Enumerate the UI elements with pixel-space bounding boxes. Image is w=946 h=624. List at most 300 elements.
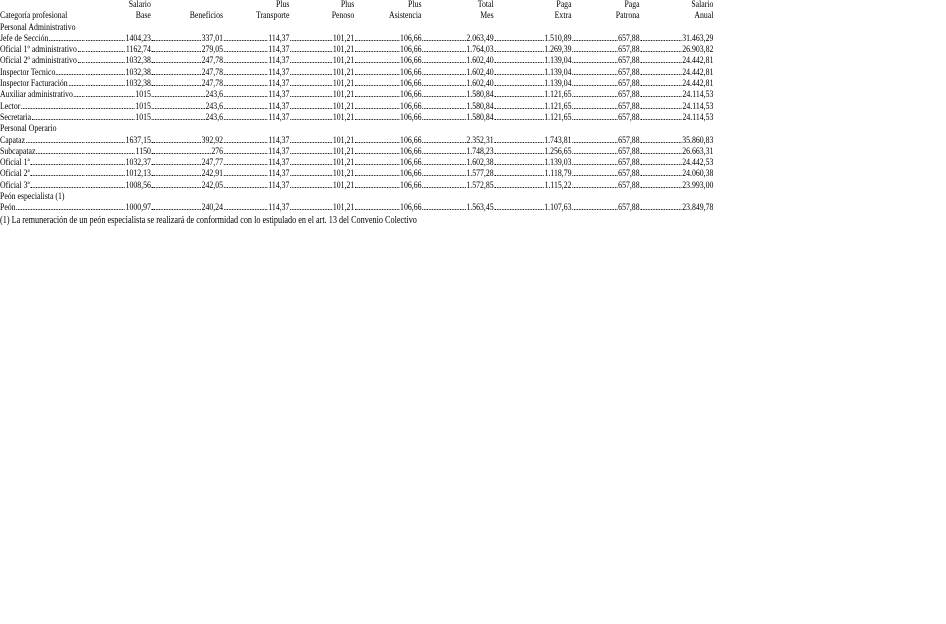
table-row xyxy=(0,102,713,113)
leader-dots xyxy=(640,96,681,97)
leader-dots xyxy=(640,85,681,86)
cell-value: 114,37 xyxy=(268,203,290,214)
leader-dots xyxy=(224,175,268,176)
cell-value: 657,88 xyxy=(618,33,640,44)
value-cell xyxy=(151,34,223,45)
leader-dots xyxy=(86,62,125,63)
leader-dots xyxy=(494,85,543,86)
leader-dots xyxy=(152,209,201,210)
category-cell xyxy=(0,102,85,113)
leader-dots xyxy=(224,119,268,120)
leader-dots xyxy=(422,108,465,109)
cell-value: 1.580,84 xyxy=(466,90,494,101)
cell-value: 26.903,82 xyxy=(682,45,714,56)
cell-value: 114,37 xyxy=(268,169,290,180)
value-cell xyxy=(354,68,421,79)
category-cell xyxy=(0,34,85,45)
cell-value: 657,88 xyxy=(618,90,640,101)
leader-dots xyxy=(86,209,125,210)
value-cell xyxy=(85,56,151,67)
value-cell xyxy=(223,113,289,124)
value-cell xyxy=(354,79,421,90)
leader-dots xyxy=(224,153,268,154)
cell-value: 106,66 xyxy=(400,135,422,146)
cell-value: 1150 xyxy=(135,146,151,157)
value-cell xyxy=(572,147,640,158)
value-cell xyxy=(494,102,572,113)
value-cell xyxy=(289,68,354,79)
category-cell xyxy=(0,169,85,180)
value-cell xyxy=(151,79,223,90)
leader-dots xyxy=(290,74,332,75)
value-cell xyxy=(421,203,493,214)
cell-value: 114,37 xyxy=(268,158,290,169)
cell-value: 26.663,31 xyxy=(682,146,714,157)
value-cell xyxy=(151,113,223,124)
leader-dots xyxy=(86,142,125,143)
cell-value: 1.743,81 xyxy=(544,135,572,146)
cell-value: 1.563,45 xyxy=(466,203,494,214)
category-label: Lector xyxy=(0,101,21,112)
cell-value: 114,37 xyxy=(268,79,290,90)
value-cell xyxy=(572,169,640,180)
leader-dots xyxy=(494,175,543,176)
leader-dots xyxy=(640,108,681,109)
value-cell xyxy=(354,181,421,192)
value-cell xyxy=(572,203,640,214)
value-cell xyxy=(572,102,640,113)
leader-dots xyxy=(152,142,201,143)
value-cell xyxy=(223,158,289,169)
leader-dots xyxy=(78,51,85,52)
leader-dots xyxy=(572,51,617,52)
value-cell xyxy=(289,169,354,180)
leader-dots xyxy=(640,74,681,75)
cell-value: 1.115,22 xyxy=(544,180,572,191)
leader-dots xyxy=(290,153,332,154)
cell-value: 24.442,53 xyxy=(682,158,714,169)
cell-value: 101,21 xyxy=(332,180,355,191)
header-paga-extra xyxy=(494,0,572,23)
cell-value: 101,21 xyxy=(332,33,355,44)
header-salario-anual-line1: Salario xyxy=(691,0,714,10)
table-row xyxy=(0,90,713,101)
leader-dots xyxy=(640,187,681,188)
value-cell xyxy=(289,56,354,67)
table-row xyxy=(0,169,713,180)
value-cell xyxy=(421,68,493,79)
value-cell xyxy=(421,56,493,67)
header-plus-penoso-line2: Penoso xyxy=(331,11,355,22)
section-title: Peón especialista (1) xyxy=(0,192,65,203)
cell-value: 1032,38 xyxy=(125,67,151,78)
header-salario-base xyxy=(85,0,151,23)
cell-value: 35.860,83 xyxy=(682,135,714,146)
leader-dots xyxy=(30,175,84,176)
cell-value: 1.602,38 xyxy=(466,158,494,169)
cell-value: 101,21 xyxy=(332,101,355,112)
header-total-mes-line1: Total xyxy=(477,0,494,10)
value-cell xyxy=(494,90,572,101)
header-plus-transporte-line1: Plus xyxy=(276,0,290,10)
category-cell xyxy=(0,147,85,158)
leader-dots xyxy=(16,209,84,210)
leader-dots xyxy=(30,164,84,165)
value-cell xyxy=(223,68,289,79)
cell-value: 1.577,28 xyxy=(466,169,494,180)
header-plus-transporte xyxy=(223,0,289,23)
cell-value: 1.121,65 xyxy=(544,101,572,112)
value-cell xyxy=(640,79,714,90)
cell-value: 392,92 xyxy=(201,135,224,146)
category-cell xyxy=(0,79,85,90)
cell-value: 1.602,40 xyxy=(466,56,494,67)
cell-value: 1008,56 xyxy=(125,180,151,191)
cell-value: 1.764,03 xyxy=(466,45,494,56)
leader-dots xyxy=(572,119,617,120)
value-cell xyxy=(572,34,640,45)
category-label: Oficial 2ª xyxy=(0,169,30,180)
cell-value: 1.269,39 xyxy=(544,45,572,56)
leader-dots xyxy=(355,62,399,63)
cell-value: 101,21 xyxy=(332,203,355,214)
leader-dots xyxy=(355,187,399,188)
footnote: (1) La remuneración de un peón especialista se realizará de conformidad con lo estipulado en el art. 13 del Convenio Colectivo xyxy=(0,214,417,226)
leader-dots xyxy=(572,108,617,109)
cell-value: 23.849,78 xyxy=(682,203,714,214)
value-cell xyxy=(289,113,354,124)
value-cell xyxy=(223,203,289,214)
cell-value: 106,66 xyxy=(400,180,422,191)
value-cell xyxy=(640,203,714,214)
cell-value: 657,88 xyxy=(618,112,640,123)
header-salario-anual-line2: Anual xyxy=(694,11,714,22)
value-cell xyxy=(289,79,354,90)
leader-dots xyxy=(86,119,134,120)
table-row xyxy=(0,56,713,67)
header-total-mes-line2: Mes xyxy=(480,11,494,22)
header-plus-transporte-line2: Transporte xyxy=(255,11,290,22)
value-cell xyxy=(572,181,640,192)
leader-dots xyxy=(640,209,681,210)
cell-value: 114,37 xyxy=(268,90,290,101)
leader-dots xyxy=(572,62,617,63)
leader-dots xyxy=(86,74,125,75)
leader-dots xyxy=(86,40,125,41)
leader-dots xyxy=(152,62,201,63)
cell-value: 1012,13 xyxy=(125,169,151,180)
leader-dots xyxy=(572,142,617,143)
leader-dots xyxy=(152,85,201,86)
cell-value: 657,88 xyxy=(618,203,640,214)
leader-dots xyxy=(572,187,617,188)
leader-dots xyxy=(355,85,399,86)
leader-dots xyxy=(290,108,332,109)
leader-dots xyxy=(422,119,465,120)
value-cell xyxy=(85,90,151,101)
leader-dots xyxy=(640,175,681,176)
cell-value: 1015 xyxy=(135,90,151,101)
leader-dots xyxy=(152,164,201,165)
cell-value: 1.580,84 xyxy=(466,101,494,112)
leader-dots xyxy=(152,74,201,75)
leader-dots xyxy=(355,142,399,143)
value-cell xyxy=(223,169,289,180)
category-label: Peón xyxy=(0,203,16,214)
cell-value: 657,88 xyxy=(618,45,640,56)
category-cell xyxy=(0,181,85,192)
leader-dots xyxy=(640,164,681,165)
header-paga-patrona-line1: Paga xyxy=(624,0,640,10)
leader-dots xyxy=(86,187,125,188)
value-cell xyxy=(354,147,421,158)
category-label: Oficial 3ª xyxy=(0,180,30,191)
cell-value: 24.442,81 xyxy=(682,79,714,90)
header-salario-base-line1: Salario xyxy=(128,0,151,10)
cell-value: 101,21 xyxy=(332,146,355,157)
leader-dots xyxy=(572,74,617,75)
cell-value: 1.139,04 xyxy=(544,56,572,67)
value-cell xyxy=(572,56,640,67)
category-label: Capataz xyxy=(0,135,26,146)
cell-value: 114,37 xyxy=(268,135,290,146)
cell-value: 247,78 xyxy=(201,67,224,78)
cell-value: 101,21 xyxy=(332,158,355,169)
value-cell xyxy=(223,56,289,67)
leader-dots xyxy=(355,175,399,176)
leader-dots xyxy=(86,164,125,165)
leader-dots xyxy=(494,142,543,143)
cell-value: 24.442,81 xyxy=(682,56,714,67)
value-cell xyxy=(640,68,714,79)
category-label: Inspector Tecnico xyxy=(0,67,56,78)
value-cell xyxy=(421,45,493,56)
header-plus-penoso xyxy=(289,0,354,23)
leader-dots xyxy=(290,209,332,210)
cell-value: 101,21 xyxy=(332,67,355,78)
cell-value: 101,21 xyxy=(332,45,355,56)
leader-dots xyxy=(640,119,681,120)
leader-dots xyxy=(640,62,681,63)
cell-value: 1015 xyxy=(135,101,151,112)
leader-dots xyxy=(422,85,465,86)
category-label: Jefe de Sección xyxy=(0,33,49,44)
leader-dots xyxy=(355,40,399,41)
leader-dots xyxy=(290,51,332,52)
value-cell xyxy=(494,158,572,169)
value-cell xyxy=(151,56,223,67)
value-cell xyxy=(421,158,493,169)
cell-value: 114,37 xyxy=(268,33,290,44)
cell-value: 247,78 xyxy=(201,56,224,67)
leader-dots xyxy=(494,119,543,120)
table-row xyxy=(0,147,713,158)
leader-dots xyxy=(224,85,268,86)
section-header-row xyxy=(0,23,713,34)
value-cell xyxy=(494,181,572,192)
value-cell xyxy=(289,45,354,56)
cell-value: 1.107,63 xyxy=(544,203,572,214)
leader-dots xyxy=(224,51,268,52)
leader-dots xyxy=(355,119,399,120)
value-cell xyxy=(640,113,714,124)
leader-dots xyxy=(86,85,125,86)
leader-dots xyxy=(640,51,681,52)
value-cell xyxy=(421,90,493,101)
value-cell xyxy=(640,181,714,192)
header-paga-extra-line2: Extra xyxy=(554,11,572,22)
value-cell xyxy=(354,90,421,101)
cell-value: 24.442,81 xyxy=(682,67,714,78)
header-categoria xyxy=(0,0,85,23)
cell-value: 1.139,03 xyxy=(544,158,572,169)
value-cell xyxy=(289,34,354,45)
leader-dots xyxy=(572,96,617,97)
leader-dots xyxy=(640,142,681,143)
value-cell xyxy=(151,169,223,180)
leader-dots xyxy=(86,51,125,52)
cell-value: 1.121,65 xyxy=(544,90,572,101)
header-salario-base-line2: Base xyxy=(135,11,151,22)
cell-value: 106,66 xyxy=(400,203,422,214)
leader-dots xyxy=(494,187,543,188)
category-cell xyxy=(0,68,85,79)
value-cell xyxy=(572,45,640,56)
leader-dots xyxy=(422,51,465,52)
cell-value: 101,21 xyxy=(332,56,355,67)
value-cell xyxy=(85,34,151,45)
leader-dots xyxy=(494,62,543,63)
leader-dots xyxy=(355,96,399,97)
table-row xyxy=(0,79,713,90)
value-cell xyxy=(494,203,572,214)
value-cell xyxy=(572,79,640,90)
leader-dots xyxy=(78,62,85,63)
value-cell xyxy=(354,136,421,147)
cell-value: 106,66 xyxy=(400,33,422,44)
cell-value: 2.352,31 xyxy=(466,135,494,146)
value-cell xyxy=(354,169,421,180)
header-plus-asistencia xyxy=(354,0,421,23)
leader-dots xyxy=(572,40,617,41)
leader-dots xyxy=(290,187,332,188)
value-cell xyxy=(421,169,493,180)
section-header-row xyxy=(0,192,713,203)
value-cell xyxy=(494,113,572,124)
value-cell xyxy=(223,79,289,90)
leader-dots xyxy=(422,164,465,165)
cell-value: 106,66 xyxy=(400,112,422,123)
value-cell xyxy=(223,136,289,147)
value-cell xyxy=(572,68,640,79)
header-plus-asistencia-line1: Plus xyxy=(408,0,422,10)
table-row xyxy=(0,113,713,124)
leader-dots xyxy=(86,175,125,176)
header-total-mes xyxy=(421,0,493,23)
value-cell xyxy=(494,45,572,56)
cell-value: 657,88 xyxy=(618,169,640,180)
value-cell xyxy=(85,181,151,192)
value-cell xyxy=(421,113,493,124)
value-cell xyxy=(354,34,421,45)
leader-dots xyxy=(355,74,399,75)
section-header-row xyxy=(0,124,713,135)
value-cell xyxy=(85,113,151,124)
cell-value: 276 xyxy=(211,146,224,157)
category-label: Inspector Facturación xyxy=(0,79,68,90)
cell-value: 1.572,85 xyxy=(466,180,494,191)
leader-dots xyxy=(152,40,201,41)
cell-value: 1032,37 xyxy=(125,158,151,169)
cell-value: 1.602,40 xyxy=(466,79,494,90)
leader-dots xyxy=(422,153,465,154)
cell-value: 1162,74 xyxy=(125,45,151,56)
table-row xyxy=(0,136,713,147)
value-cell xyxy=(223,34,289,45)
header-paga-patrona xyxy=(572,0,640,23)
category-cell xyxy=(0,56,85,67)
header-paga-patrona-line2: Patrona xyxy=(615,11,640,22)
value-cell xyxy=(640,102,714,113)
leader-dots xyxy=(152,108,205,109)
cell-value: 106,66 xyxy=(400,56,422,67)
table-row xyxy=(0,68,713,79)
category-label: Oficial 1º administrativo xyxy=(0,45,77,56)
leader-dots xyxy=(422,40,465,41)
value-cell xyxy=(572,90,640,101)
leader-dots xyxy=(640,40,681,41)
leader-dots xyxy=(224,187,268,188)
section-title: Personal Administrativo xyxy=(0,22,76,33)
leader-dots xyxy=(152,175,201,176)
value-cell xyxy=(151,181,223,192)
cell-value: 106,66 xyxy=(400,169,422,180)
leader-dots xyxy=(355,164,399,165)
cell-value: 114,37 xyxy=(268,45,290,56)
cell-value: 240,24 xyxy=(201,203,224,214)
cell-value: 24.114,53 xyxy=(682,90,714,101)
category-label: Subcapataz xyxy=(0,146,36,157)
leader-dots xyxy=(32,119,84,120)
value-cell xyxy=(223,181,289,192)
leader-dots xyxy=(572,209,617,210)
leader-dots xyxy=(355,209,399,210)
cell-value: 1.580,84 xyxy=(466,112,494,123)
cell-value: 114,37 xyxy=(268,101,290,112)
leader-dots xyxy=(224,74,268,75)
salary-document xyxy=(0,0,776,226)
value-cell xyxy=(494,79,572,90)
leader-dots xyxy=(152,187,201,188)
value-cell xyxy=(289,136,354,147)
leader-dots xyxy=(21,108,84,109)
cell-value: 106,66 xyxy=(400,45,422,56)
leader-dots xyxy=(355,108,399,109)
cell-value: 1.602,40 xyxy=(466,67,494,78)
leader-dots xyxy=(422,62,465,63)
value-cell xyxy=(354,45,421,56)
value-cell xyxy=(85,136,151,147)
cell-value: 657,88 xyxy=(618,67,640,78)
leader-dots xyxy=(422,175,465,176)
cell-value: 657,88 xyxy=(618,146,640,157)
value-cell xyxy=(223,90,289,101)
cell-value: 247,77 xyxy=(201,158,224,169)
leader-dots xyxy=(224,164,268,165)
leader-dots xyxy=(86,96,134,97)
leader-dots xyxy=(290,96,332,97)
category-label: Oficial 1ª xyxy=(0,158,30,169)
